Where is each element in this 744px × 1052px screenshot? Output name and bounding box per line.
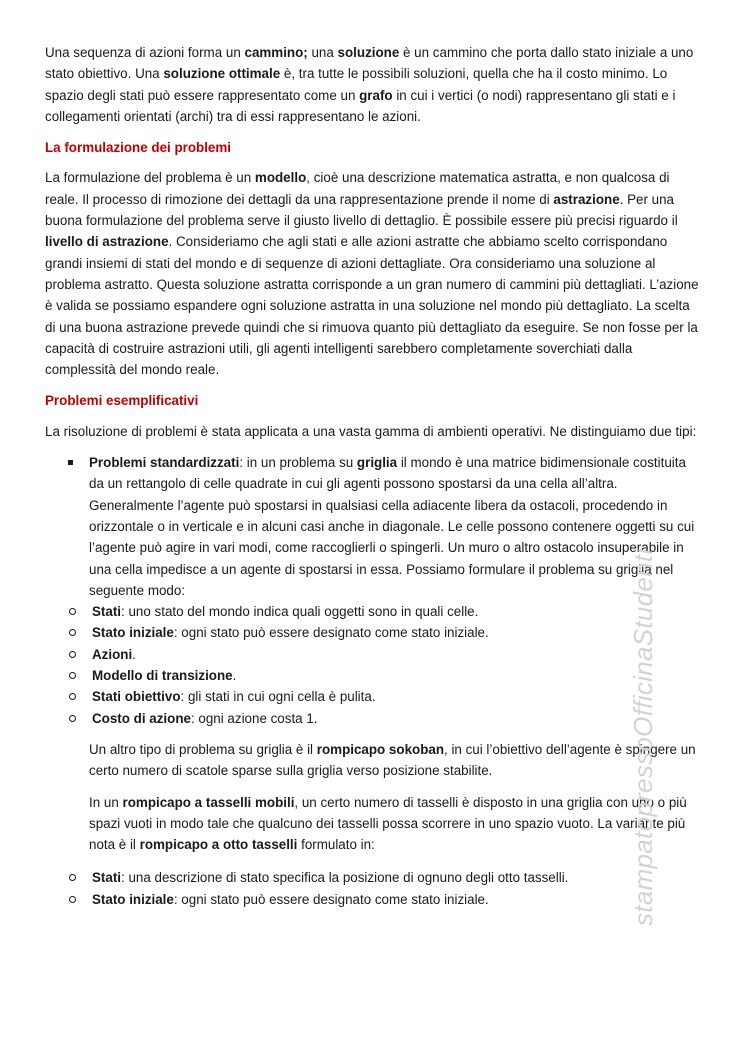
square-bullet-icon	[68, 460, 73, 465]
document-page	[45, 42, 700, 920]
intro-paragraph	[45, 42, 700, 127]
circle-bullet-icon	[69, 874, 76, 881]
tiles-paragraph	[45, 792, 700, 856]
bold-term: soluzione	[337, 45, 400, 60]
list-item-standardizzati	[45, 452, 700, 601]
bold-term: soluzione ottimale	[163, 66, 281, 82]
text: .	[132, 646, 136, 662]
bold-term: Azioni	[92, 646, 133, 662]
text: il mondo è una matrice bidimensionale costituita da un rettangolo di celle quadrate in cui gli agenti possono spostarsi da una cella all’altra. Generalmente l’agente può spostarsi in qualsiasi cella adiacente libera da ostacoli, procedendo in orizzontale o in verticale e in alcuni casi anche in diagonale. Le celle possono contenere oggetti su cui l’agente può agire in vari modi, come raccoglierli o spingerli. Un muro o altro ostacolo insuperabile in una cella impedisce a un agente di spostarsi in essa. Possiamo formulare il problema su griglia nel seguente modo:	[89, 455, 695, 598]
list-item	[45, 665, 700, 686]
list-item	[45, 644, 700, 665]
problem-types-list	[45, 452, 700, 601]
section-heading-problemi: Problemi esemplificativi	[45, 393, 199, 409]
bold-term: Stato iniziale	[92, 891, 174, 907]
bold-term: rompicapo sokoban	[316, 741, 444, 757]
bold-term: Costo di azione	[92, 710, 191, 726]
eight-puzzle-list	[45, 867, 700, 910]
bold-term: grafo	[359, 87, 393, 103]
text: : gli stati in cui ogni cella è pulita.	[180, 689, 376, 705]
circle-bullet-icon	[69, 608, 76, 615]
circle-bullet-icon	[69, 896, 76, 903]
watermark: stampatopressoOfficinaStudenti	[628, 548, 658, 926]
bold-term: Problemi standardizzati	[89, 455, 240, 471]
bold-term: modello	[254, 170, 307, 186]
circle-bullet-icon	[69, 715, 76, 722]
text: formulato in:	[297, 837, 375, 853]
list-item	[45, 708, 700, 729]
bold-term: Modello di transizione	[92, 668, 233, 684]
bold-term: astrazione	[553, 191, 620, 207]
bold-term: rompicapo a tasselli mobili	[122, 794, 295, 810]
sokoban-paragraph	[45, 739, 700, 782]
text: in cui i vertici (o nodi) rappresentano gli stati e i collegamenti orientati (archi) tra di essi rappresentano le azioni.	[45, 87, 676, 124]
text: : ogni stato può essere designato come stato iniziale.	[173, 625, 489, 641]
circle-bullet-icon	[69, 672, 76, 679]
text: : ogni azione costa 1.	[190, 710, 318, 726]
bold-term: livello di astrazione	[45, 234, 169, 250]
text: : una descrizione di stato specifica la posizione di ognuno degli otto tasselli.	[121, 870, 569, 886]
text: una	[307, 45, 338, 60]
bold-term: Stati	[92, 870, 122, 886]
text: : uno stato del mondo indica quali oggetti sono in quali celle.	[121, 604, 479, 620]
text: : in un problema su	[239, 455, 357, 471]
text: . Consideriamo che agli stati e alle azioni astratte che abbiamo scelto corrispondano grandi insiemi di stati del mondo e di sequenze di azioni dettagliate. Ora consideriamo una soluzione al problema astratto. Questa soluzione astratta corrisponde a un gran numero di cammini più dettagliati. L’azione è valida se possiamo espandere ogni soluzione astratta in una soluzione nel mondo più dettagliato. La scelta di una buona astrazione prevede quindi che si rimuova quanto più dettagliato da eseguire. Se non fosse per la capacità di costruire astrazioni utili, gli agenti intelligenti sarebbero completamente soverchiati dalla complessità del mondo reale.	[45, 234, 699, 378]
text: .	[232, 668, 237, 684]
text: è un cammino che porta dallo stato iniziale a uno stato obiettivo. Una	[45, 45, 694, 82]
circle-bullet-icon	[69, 693, 76, 700]
problemi-intro-paragraph: La risoluzione di problemi è stata applicata a una vasta gamma di ambienti operativi. Ne distinguiamo due tipi:	[45, 423, 697, 439]
formulazione-paragraph	[45, 167, 700, 380]
circle-bullet-icon	[69, 651, 76, 658]
text: , un certo numero di tasselli è disposto in una griglia con uno o più spazi vuoti in modo tale che qualcuno dei tasselli possa scorrere in uno spazio vuoto. La variante più nota è il	[89, 794, 687, 853]
bold-term: griglia	[356, 455, 398, 471]
list-item	[45, 601, 700, 622]
list-item	[45, 889, 700, 910]
bold-term: Stati obiettivo	[92, 689, 181, 705]
grid-formulation-list	[45, 601, 700, 729]
bold-term: Stati	[92, 604, 122, 620]
list-item	[45, 622, 700, 643]
text: In un	[89, 794, 123, 810]
section-heading-formulazione: La formulazione dei problemi	[45, 140, 232, 156]
circle-bullet-icon	[69, 629, 76, 636]
text: Un altro tipo di problema su griglia è il	[89, 741, 317, 757]
list-item	[45, 867, 700, 888]
bold-term: rompicapo a otto tasselli	[139, 837, 298, 853]
text: , in cui l’obiettivo dell’agente è spingere un certo numero di scatole sparse sulla griglia verso posizione stabilite.	[89, 741, 696, 779]
text: La formulazione del problema è un	[45, 170, 255, 186]
text: è, tra tutte le possibili soluzioni, quella che ha il costo minimo. Lo spazio degli stati può essere rappresentato come un	[45, 66, 668, 103]
text: . Per una buona formulazione del problema serve il giusto livello di dettaglio. È possibile essere più precisi riguardo il	[45, 191, 678, 229]
standardizzati-paragraph	[89, 452, 700, 601]
bold-term: Stato iniziale	[92, 625, 174, 641]
text: , cioè una descrizione matematica astratta, e non qualcosa di reale. Il processo di rimozione dei dettagli da una rappresentazione prende il nome di	[45, 170, 670, 207]
bold-term: cammino;	[244, 45, 308, 60]
text: : ogni stato può essere designato come stato iniziale.	[173, 891, 489, 907]
list-item	[45, 686, 700, 707]
text: Una sequenza di azioni forma un	[45, 45, 245, 60]
